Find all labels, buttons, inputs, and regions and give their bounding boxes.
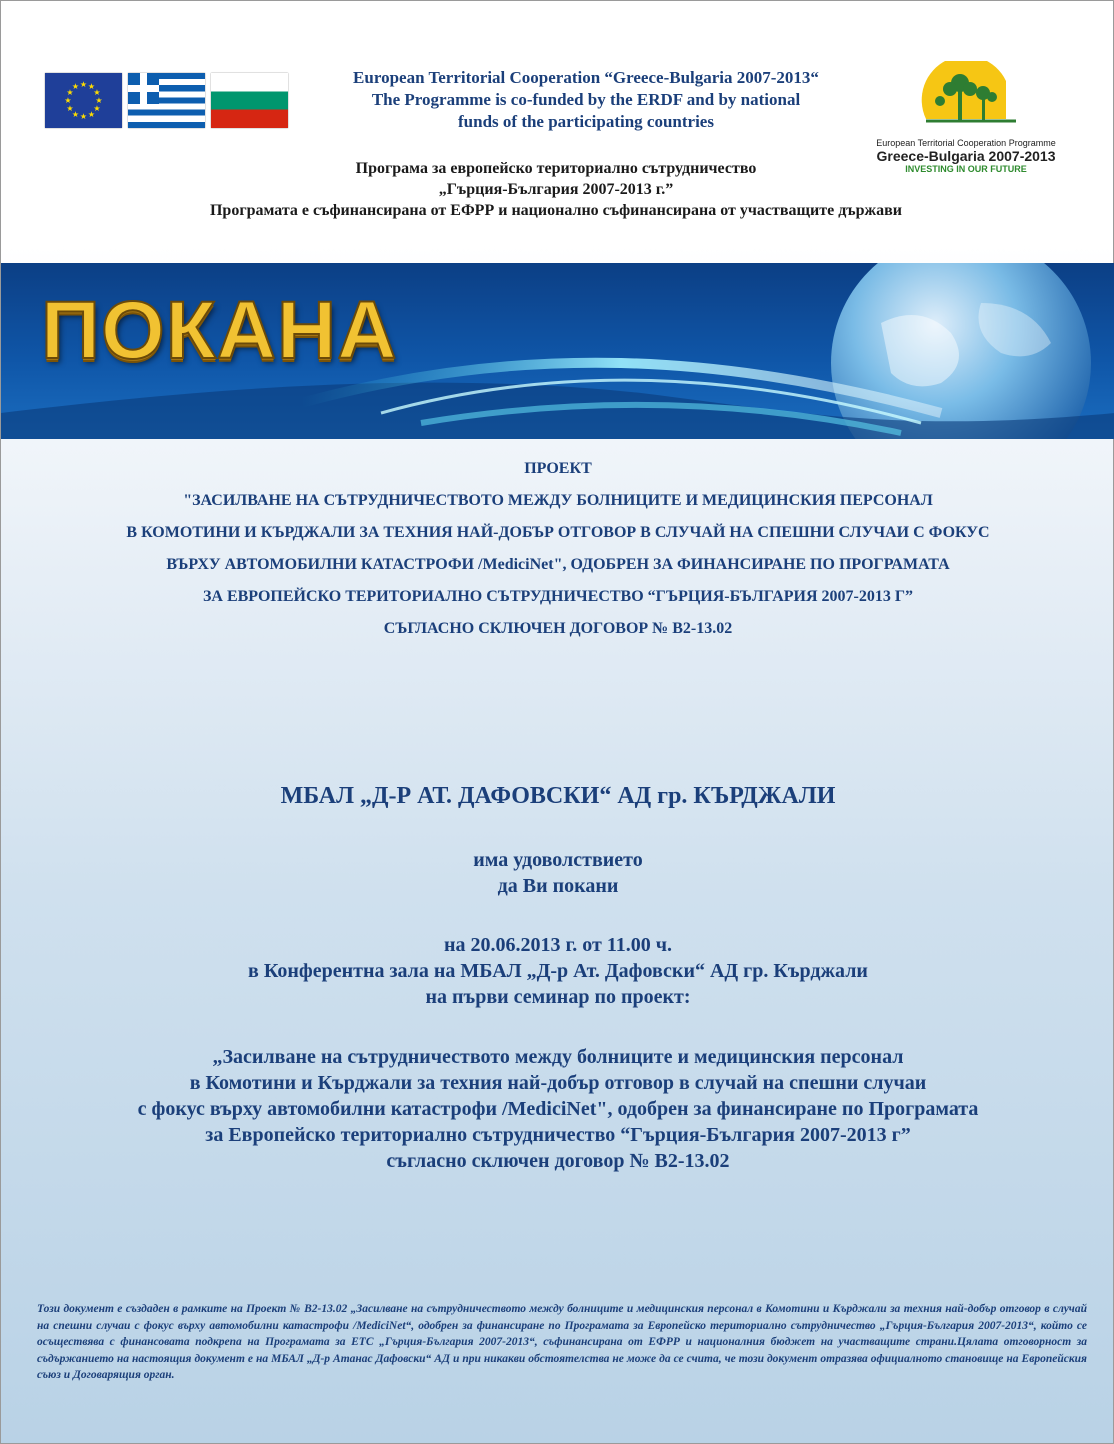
logo-line-2: Greece-Bulgaria 2007-2013 — [876, 148, 1056, 164]
event-details — [21, 932, 1095, 1010]
flags-row — [45, 73, 288, 128]
project-title-line: "ЗАСИЛВАНЕ НА СЪТРУДНИЧЕСТВОТО МЕЖДУ БОЛНИЦИТЕ И МЕДИЦИНСКИЯ ПЕРСОНАЛ — [183, 492, 933, 509]
header-bg-line: „Гърция-България 2007-2013 г.” — [438, 181, 674, 198]
svg-text:★: ★ — [87, 110, 96, 119]
project-title-line: ЗА ЕВРОПЕЙСКО ТЕРИТОРИАЛНО СЪТРУДНИЧЕСТВО “ГЪРЦИЯ-БЪЛГАРИЯ 2007-2013 Г” — [202, 588, 914, 605]
svg-text:★: ★ — [71, 110, 80, 119]
project-title-line: ПРОЕКТ — [524, 460, 592, 477]
project-line: съгласно сключен договор № В2-13.02 — [386, 1150, 730, 1172]
host-organization: МБАЛ „Д-Р АТ. ДАФОВСКИ“ АД гр. КЪРДЖАЛИ — [280, 783, 836, 809]
svg-text:★: ★ — [79, 112, 88, 121]
header-bg-line: Програмата е съфинансирана от ЕФРР и национално съфинансирана от участващите държави — [209, 202, 902, 219]
svg-text:★: ★ — [66, 104, 74, 113]
bulgaria-flag-icon — [211, 73, 288, 128]
invite-text — [21, 847, 1095, 899]
header-en-line: European Territorial Cooperation “Greece-Bulgaria 2007-2013“ — [353, 68, 819, 87]
project-title-line: В КОМОТИНИ И КЪРДЖАЛИ ЗА ТЕХНИЯ НАЙ-ДОБЪР ОТГОВОР В СЛУЧАЙ НА СПЕШНИ СЛУЧАИ С ФОКУС — [126, 524, 990, 541]
svg-text:★: ★ — [64, 96, 72, 105]
programme-header-bg — [41, 158, 1071, 221]
project-title-line: ВЪРХУ АВТОМОБИЛНИ КАТАСТРОФИ /MediciNet", ОДОБРЕН ЗА ФИНАНСИРАНЕ ПО ПРОГРАМАТА — [166, 556, 950, 573]
project-title-line: СЪГЛАСНО СКЛЮЧЕН ДОГОВОР № В2-13.02 — [383, 620, 733, 637]
project-line: в Комотини и Кърджали за техния най-добър отговор в случай на спешни случаи — [189, 1072, 927, 1094]
tree-logo-icon — [906, 61, 1026, 131]
eu-flag-icon — [45, 73, 122, 128]
svg-text:★: ★ — [93, 104, 101, 113]
logo-slogan: INVESTING IN OUR FUTURE — [905, 164, 1027, 174]
programme-header-en — [296, 67, 876, 133]
event-type: на първи семинар по проект: — [425, 986, 691, 1008]
event-venue: в Конферентна зала на МБАЛ „Д-р Ат. Дафовски“ АД гр. Кърджали — [248, 960, 868, 982]
header-en-line: funds of the participating countries — [458, 112, 714, 131]
event-date: на 20.06.2013 г. от 11.00 ч. — [443, 934, 673, 956]
svg-text:★: ★ — [79, 80, 88, 89]
header-bg-line: Програма за европейско териториално сътрудничество — [355, 160, 757, 177]
invite-line: да Ви покани — [497, 875, 619, 897]
project-line: „Засилване на сътрудничеството между болниците и медицинския персонал — [212, 1046, 904, 1068]
project-line: с фокус върху автомобилни катастрофи /MediciNet", одобрен за финансиране по Програмата — [137, 1098, 979, 1120]
header-en-line: The Programme is co-funded by the ERDF and by national — [371, 90, 801, 109]
project-title-block — [21, 453, 1095, 645]
greece-flag-icon — [128, 73, 205, 128]
svg-text:★: ★ — [93, 88, 101, 97]
project-line: за Европейско териториално сътрудничество “Гърция-България 2007-2013 г” — [205, 1124, 911, 1146]
svg-text:★: ★ — [66, 88, 74, 97]
svg-text:★: ★ — [71, 82, 80, 91]
invite-line: има удоволствието — [473, 849, 643, 871]
project-description — [21, 1044, 1095, 1174]
svg-text:★: ★ — [87, 82, 96, 91]
disclaimer-footer: Този документ е създаден в рамките на Проект № В2-13.02 „Засилване на сътрудничеството между болниците и медицинския персонал в Комотини и Кърджали за техния най-добър отговор в случай на спешни случаи с фокус върху автомобилни катастрофи /MediciNet“, одобрен за финансиране по Програмата за Европейско териториално сътрудничество „Гърция-България 2007-2013“, който се осъществява с финансовата подкрепа на Програмата за ЕТС „Гърция-България 2007-2013“, съфинансирана от ЕФРР и националния бюджет на участващите страни.Цялата отговорност за съдържанието на настоящия документ е на МБАЛ „Д-р Атанас Дафовски“ АД и при никакви обстоятелства не може да се счита, че този документ отразява официалното становище на Европейския съюз и Договарящия орган. — [37, 1303, 1087, 1381]
logo-line-1: European Territorial Cooperation Programme — [876, 138, 1056, 148]
svg-text:★: ★ — [95, 96, 103, 105]
invitation-title: ПОКАНА — [41, 285, 398, 376]
